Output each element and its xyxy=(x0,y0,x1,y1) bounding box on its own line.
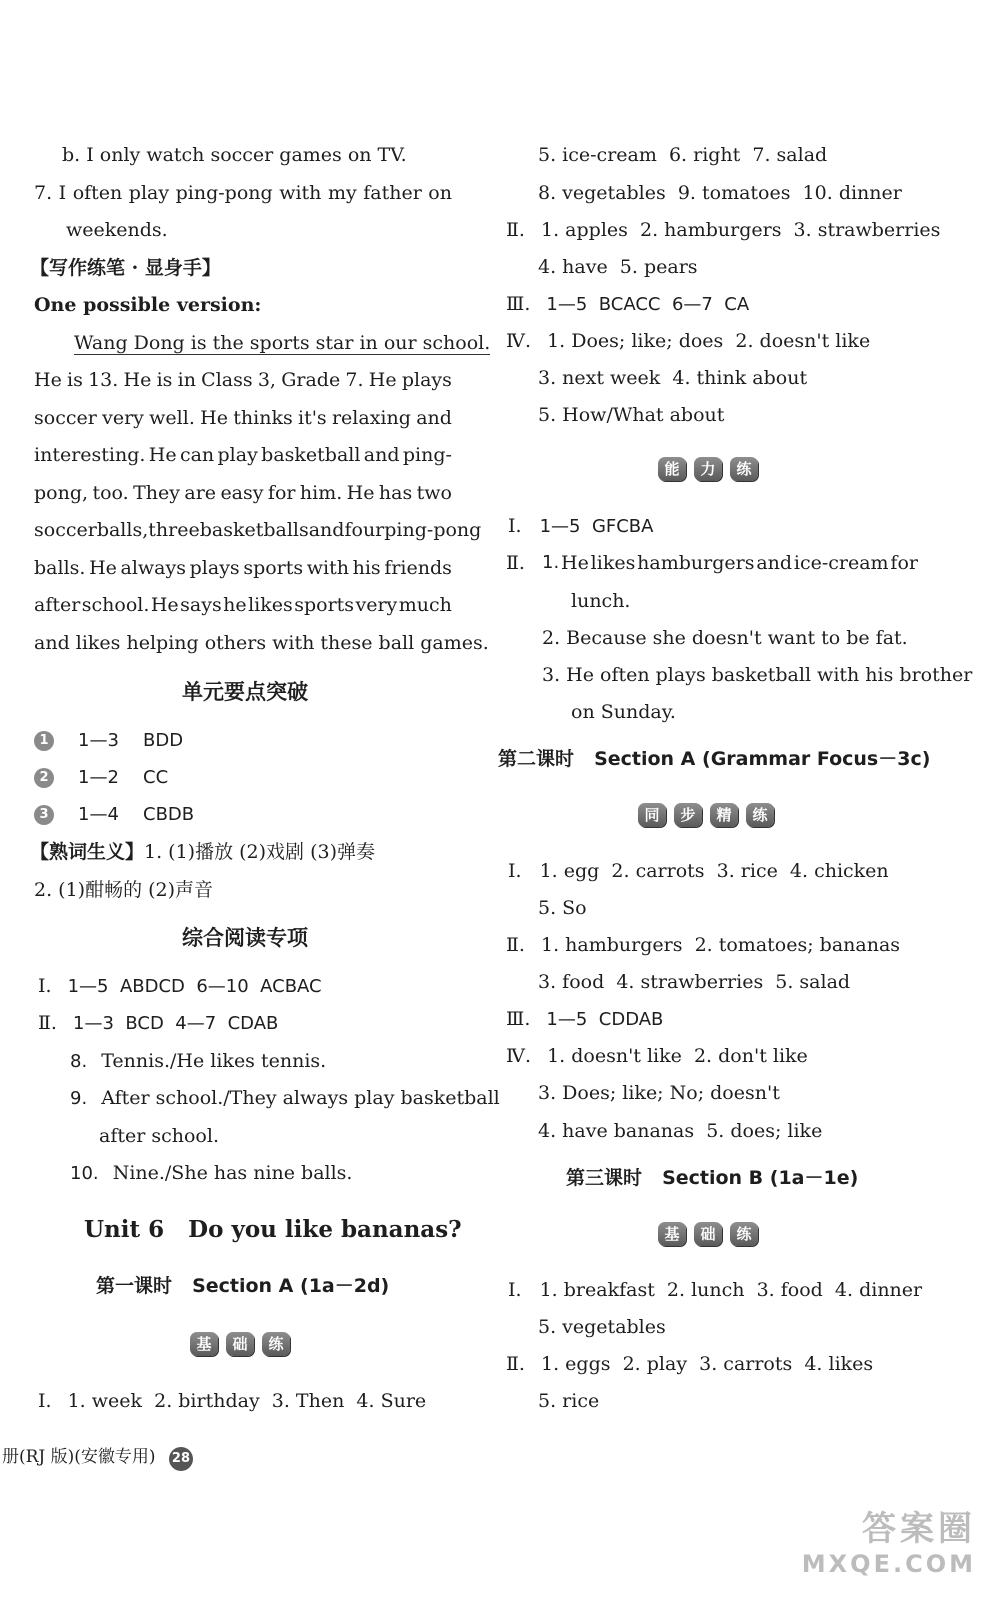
word: and xyxy=(308,519,345,541)
item-number: 7. xyxy=(34,182,53,204)
item-number: 9. xyxy=(70,1088,88,1109)
unit-title: Unit 6 Do you like bananas? xyxy=(84,1216,462,1243)
basic-practice-badges xyxy=(190,1332,290,1356)
word: is xyxy=(156,369,173,391)
word: balls, xyxy=(96,519,149,541)
answer-line: 5. So xyxy=(538,897,587,919)
reading-row xyxy=(38,1010,278,1037)
item-text: Nine./She has nine balls. xyxy=(112,1162,353,1184)
roman-numeral: Ⅲ. xyxy=(506,1008,531,1030)
word: two xyxy=(416,481,452,504)
roman-numeral: Ⅳ. xyxy=(506,1045,532,1067)
word: him. xyxy=(299,481,343,504)
word: too. xyxy=(92,481,129,504)
word: has xyxy=(378,481,413,504)
word: after xyxy=(34,594,81,616)
word: for xyxy=(890,552,918,574)
word: easy xyxy=(220,481,264,504)
word: and xyxy=(756,552,793,574)
point-row xyxy=(34,801,194,828)
item-text: After school./They always play basketball xyxy=(101,1087,500,1109)
answer-text: 1. week 2. birthday 3. Then 4. Sure xyxy=(67,1390,427,1412)
answer-row xyxy=(506,1006,663,1033)
word: well. xyxy=(149,406,195,429)
point-range: 1—4 xyxy=(78,804,119,825)
answer-line: 3. He often plays basketball with his brother xyxy=(542,664,973,686)
answer-row xyxy=(508,858,889,884)
answer-line: 3. next week 4. think about xyxy=(538,367,808,389)
answer-line: 5. vegetables xyxy=(538,1316,666,1338)
paragraph-last-line: and likes helping others with these ball games. xyxy=(34,632,489,654)
reading-answer: 1—3 BCD 4—7 CDAB xyxy=(73,1013,279,1034)
underlined-sentence: Wang Dong is the sports star in our school. xyxy=(74,332,491,354)
badge-char: 精 xyxy=(710,803,738,827)
word: soccer xyxy=(34,406,97,429)
lesson-heading xyxy=(566,1165,858,1191)
answer-row xyxy=(506,1351,873,1377)
word: with xyxy=(306,556,349,579)
badge-char: 础 xyxy=(226,1332,254,1356)
point-answer: CC xyxy=(143,767,169,788)
possible-version-label: One possible version: xyxy=(34,294,262,316)
word: plays xyxy=(189,556,240,579)
word: can xyxy=(179,444,215,466)
badge-char: 练 xyxy=(746,803,774,827)
point-row xyxy=(34,727,183,754)
footer-text: 册(RJ 版)(安徽专用) xyxy=(2,1447,156,1467)
word: thinks xyxy=(233,406,293,429)
answer-row xyxy=(506,291,749,318)
point-answer: CBDB xyxy=(143,804,195,825)
word: on xyxy=(428,182,452,204)
word: says xyxy=(180,594,222,616)
answer-line: 4. have bananas 5. does; like xyxy=(538,1120,823,1142)
word: his xyxy=(352,556,381,579)
word: He xyxy=(89,556,117,579)
badge-char: 力 xyxy=(694,457,722,481)
answer-row xyxy=(506,550,525,576)
roman-numeral: Ⅰ. xyxy=(38,975,52,997)
word: They xyxy=(133,481,180,504)
answer-row xyxy=(508,513,653,540)
word: pong, xyxy=(34,481,89,504)
word: play xyxy=(217,444,258,466)
answer-line: 4. have 5. pears xyxy=(538,256,698,278)
sync-practice-badges xyxy=(638,803,774,827)
word: play xyxy=(128,182,170,204)
word: ping- xyxy=(402,444,452,466)
word: sports xyxy=(294,594,355,616)
answer-line: 2. Because she doesn't want to be fat. xyxy=(542,627,908,649)
word: likes xyxy=(248,594,293,616)
roman-numeral: Ⅰ. xyxy=(508,860,522,882)
reading-item xyxy=(70,1160,352,1187)
roman-numeral: Ⅱ. xyxy=(506,934,525,956)
reading-title: 综合阅读专项 xyxy=(182,925,308,950)
word: He xyxy=(561,552,589,574)
word: with xyxy=(279,182,322,204)
word: four xyxy=(344,519,385,541)
answer-row xyxy=(506,328,870,354)
watermark xyxy=(802,1501,976,1578)
word: very xyxy=(355,594,398,616)
word: basketballs xyxy=(199,519,309,541)
word: Grade xyxy=(281,369,341,391)
lesson-cn: 第三课时 xyxy=(566,1167,643,1189)
answer-text: 1. breakfast 2. lunch 3. food 4. dinner xyxy=(539,1279,923,1301)
item-text: Tennis./He likes tennis. xyxy=(101,1050,327,1072)
lesson-en: Section A (1a－2d) xyxy=(192,1275,390,1297)
item-text-cont: lunch. xyxy=(571,590,631,612)
vocab-line: 2. (1)酣畅的 (2)声音 xyxy=(34,879,214,901)
lesson-en: Section A (Grammar Focus－3c) xyxy=(594,748,931,770)
reading-item xyxy=(70,1048,326,1075)
paragraph-line xyxy=(34,480,452,506)
watermark-url: MXQE.COM xyxy=(801,1550,976,1578)
word: school. xyxy=(81,594,150,616)
answer-line: 5. rice xyxy=(538,1390,600,1412)
badge-char: 基 xyxy=(190,1332,218,1356)
word: are xyxy=(184,481,217,504)
word: He xyxy=(368,369,397,391)
word: my xyxy=(327,182,357,204)
word: ping-pong xyxy=(175,182,273,204)
paragraph-line xyxy=(34,367,452,393)
lesson-en: Section B (1a－1e) xyxy=(662,1167,859,1189)
answer-line: 3. food 4. strawberries 5. salad xyxy=(538,971,851,993)
word: 13. xyxy=(88,369,119,391)
roman-numeral: Ⅰ. xyxy=(508,515,522,537)
roman-numeral: Ⅰ. xyxy=(38,1390,52,1412)
word: Class xyxy=(201,369,253,391)
paragraph-line xyxy=(34,592,452,618)
word: and xyxy=(363,444,400,466)
badge-char: 练 xyxy=(730,1222,758,1246)
point-range: 1—3 xyxy=(78,730,119,751)
word: always xyxy=(120,556,186,579)
point-badge: 3 xyxy=(34,805,54,825)
ability-practice-badges xyxy=(658,457,758,481)
paragraph-line xyxy=(34,405,452,431)
point-badge: 2 xyxy=(34,768,54,788)
answer-line: 8. vegetables 9. tomatoes 10. dinner xyxy=(538,182,902,204)
point-badge: 1 xyxy=(34,731,54,751)
lesson-heading xyxy=(498,746,930,772)
word: 7. xyxy=(345,369,364,391)
answer-text: 1. doesn't like 2. don't like xyxy=(547,1045,808,1067)
lesson-cn: 第二课时 xyxy=(498,748,575,770)
answer-text: 1. eggs 2. play 3. carrots 4. likes xyxy=(541,1353,874,1375)
item-number: 8. xyxy=(70,1051,88,1072)
word: He xyxy=(123,369,152,391)
word: basketball xyxy=(261,444,361,466)
answer-text: 1. apples 2. hamburgers 3. strawberries xyxy=(541,219,941,241)
word: 3, xyxy=(257,369,276,391)
roman-numeral: Ⅳ. xyxy=(506,330,532,352)
roman-numeral: Ⅰ. xyxy=(508,1279,522,1301)
answer-text: 1. Does; like; does 2. doesn't like xyxy=(547,330,871,352)
word: friends xyxy=(384,556,452,579)
badge-char: 练 xyxy=(262,1332,290,1356)
reading-row xyxy=(38,973,322,1000)
badge-char: 同 xyxy=(638,803,666,827)
paragraph-line xyxy=(34,555,452,581)
word: ping-pong xyxy=(384,519,482,541)
answer-line: 5. How/What about xyxy=(538,404,725,426)
vocab-label: 【熟词生义】 xyxy=(30,841,145,863)
answer-row xyxy=(38,1388,426,1414)
answer-line-justified xyxy=(542,550,918,576)
roman-numeral: Ⅲ. xyxy=(506,293,531,315)
word: I xyxy=(58,182,67,204)
answer-line: 5. ice-cream 6. right 7. salad xyxy=(538,144,828,166)
word: relaxing xyxy=(331,406,411,429)
word: interesting. xyxy=(34,444,146,466)
badge-char: 础 xyxy=(694,1222,722,1246)
word: in xyxy=(177,369,196,391)
word: soccer xyxy=(34,519,97,541)
unit-points-title: 单元要点突破 xyxy=(182,679,308,704)
lesson-cn: 第一课时 xyxy=(96,1275,173,1297)
word: father xyxy=(363,182,422,204)
page-number: 28 xyxy=(169,1447,193,1471)
word: balls. xyxy=(34,556,86,579)
point-answer: BDD xyxy=(143,730,184,751)
writing-header: 【写作练笔 · 显身手】 xyxy=(30,257,221,279)
badge-char: 练 xyxy=(730,457,758,481)
word: he xyxy=(223,594,247,616)
answer-line: weekends. xyxy=(66,219,168,241)
word: and xyxy=(416,406,452,429)
word: three xyxy=(148,519,200,541)
word: He xyxy=(200,406,228,429)
item-text-cont: after school. xyxy=(99,1125,219,1147)
answer-text: 1. hamburgers 2. tomatoes; bananas xyxy=(541,934,901,956)
paragraph-line xyxy=(34,517,482,543)
item-number: 1. xyxy=(542,552,560,573)
roman-numeral: Ⅱ. xyxy=(38,1012,57,1034)
word: often xyxy=(72,182,123,204)
word: He xyxy=(34,369,62,391)
reading-item xyxy=(70,1085,500,1112)
basic-practice-badges xyxy=(658,1222,758,1246)
lesson-heading xyxy=(96,1273,389,1299)
vocab-line xyxy=(30,839,375,865)
answer-row xyxy=(506,932,900,958)
reading-answer: 1—5 ABDCD 6—10 ACBAC xyxy=(67,976,322,997)
word: very xyxy=(102,406,144,429)
answer-text: 1—5 CDDAB xyxy=(546,1009,664,1030)
paragraph-first-line xyxy=(74,330,491,356)
word: He xyxy=(148,444,177,466)
roman-numeral: Ⅱ. xyxy=(506,552,525,574)
word: sports xyxy=(243,556,304,579)
answer-row xyxy=(508,1277,922,1303)
answer-row xyxy=(506,1043,808,1069)
badge-char: 基 xyxy=(658,1222,686,1246)
roman-numeral: Ⅱ. xyxy=(506,219,525,241)
answer-text: 1—5 GFCBA xyxy=(539,516,654,537)
answer-text: 1—5 BCACC 6—7 CA xyxy=(546,294,750,315)
word: for xyxy=(267,481,296,504)
word: it's xyxy=(298,406,327,429)
badge-char: 步 xyxy=(674,803,702,827)
word: ice-cream xyxy=(793,552,889,574)
item-text-cont: on Sunday. xyxy=(571,701,676,723)
paragraph-line xyxy=(34,442,452,468)
item-number: 10. xyxy=(70,1163,99,1184)
word: He xyxy=(150,594,179,616)
word: is xyxy=(67,369,83,391)
answer-line: b. I only watch soccer games on TV. xyxy=(62,144,407,166)
footer xyxy=(2,1444,193,1471)
point-range: 1—2 xyxy=(78,767,119,788)
answer-row xyxy=(506,217,940,243)
word: He xyxy=(346,481,375,504)
answer-text: 1. egg 2. carrots 3. rice 4. chicken xyxy=(539,860,889,882)
answer-line-justified xyxy=(34,180,452,206)
vocab-text: 1. (1)播放 (2)戏剧 (3)弹奏 xyxy=(144,841,376,863)
badge-char: 能 xyxy=(658,457,686,481)
watermark-cn: 答案圈 xyxy=(862,1509,976,1549)
word: plays xyxy=(401,369,452,391)
roman-numeral: Ⅱ. xyxy=(506,1353,525,1375)
answer-line: 3. Does; like; No; doesn't xyxy=(538,1082,780,1104)
word: likes xyxy=(590,552,636,574)
word: hamburgers xyxy=(637,552,755,574)
word: much xyxy=(398,594,452,616)
point-row xyxy=(34,764,168,791)
